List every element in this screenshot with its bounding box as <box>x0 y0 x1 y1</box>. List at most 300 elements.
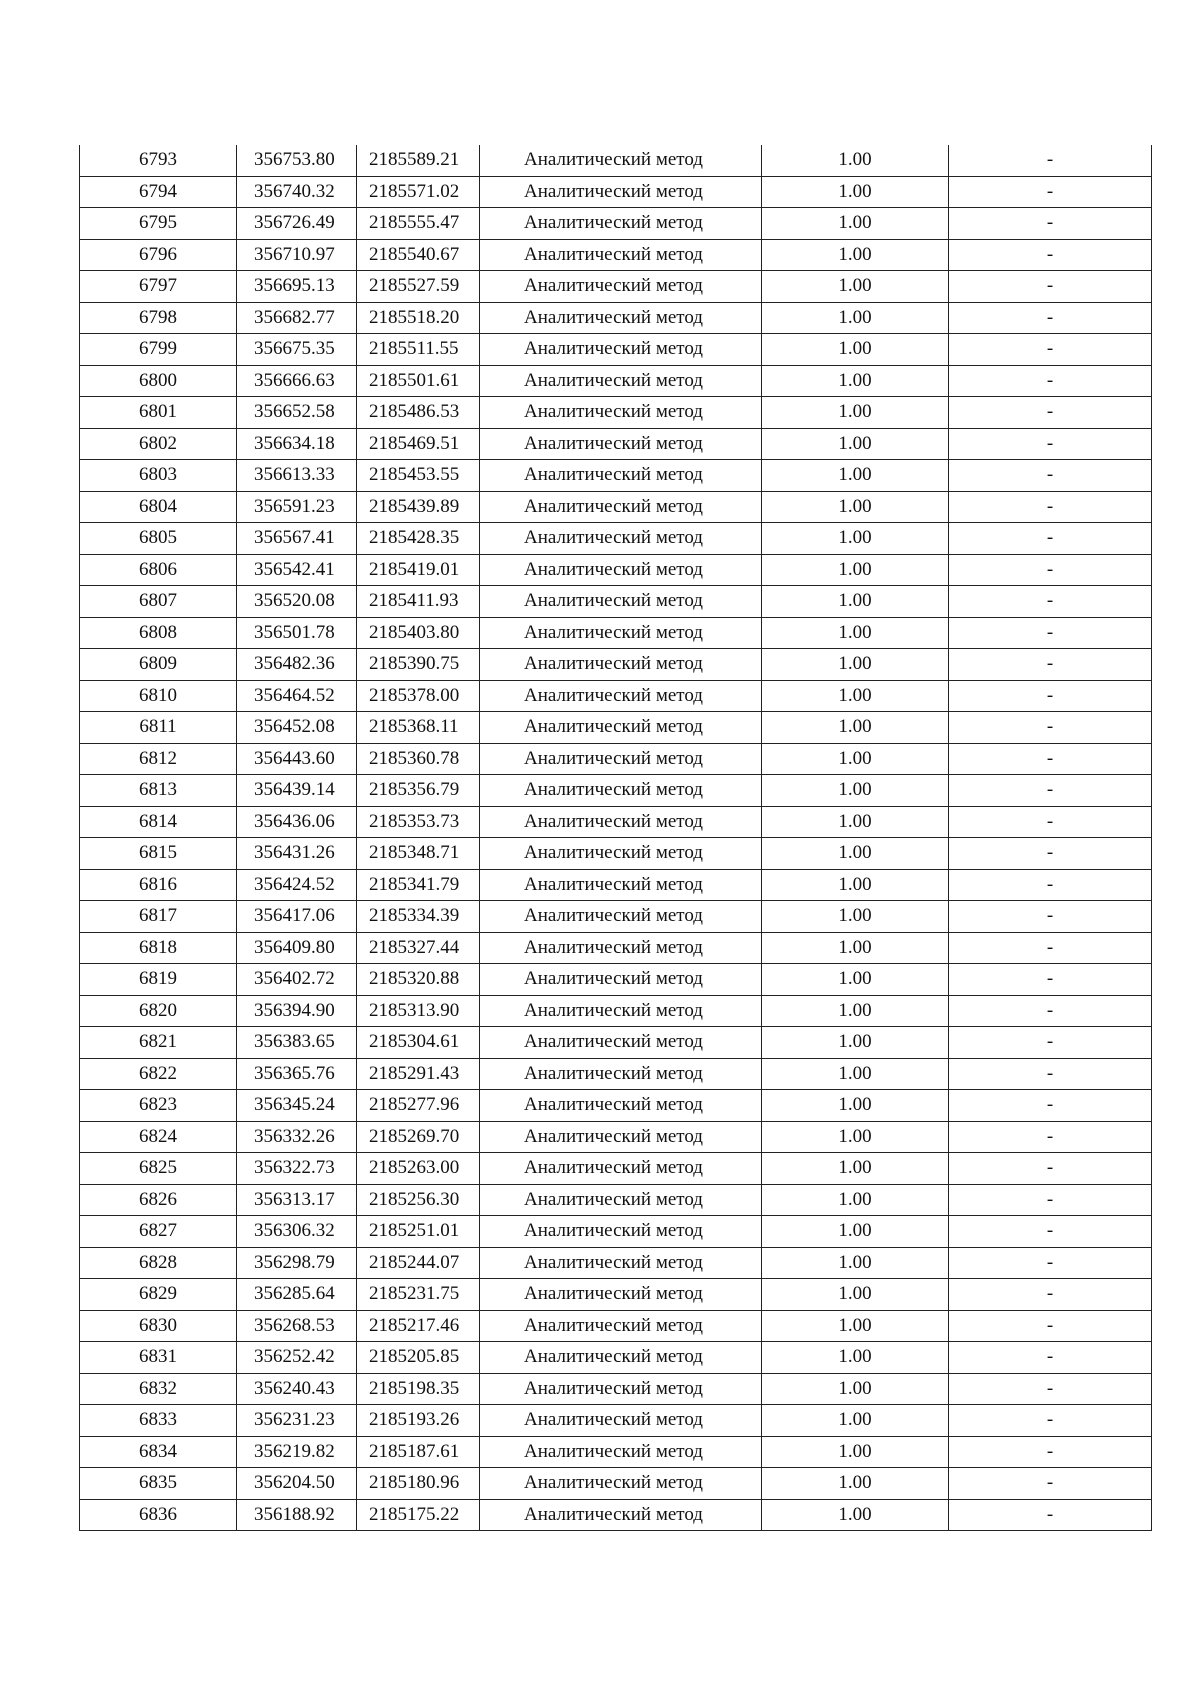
note-cell: - <box>949 302 1152 334</box>
accuracy-cell: 1.00 <box>762 1216 949 1248</box>
x-coordinate-cell: 356313.17 <box>237 1184 357 1216</box>
method-cell: Аналитический метод <box>480 932 762 964</box>
method-cell: Аналитический метод <box>480 964 762 996</box>
accuracy-cell: 1.00 <box>762 1405 949 1437</box>
table-row <box>80 176 1152 208</box>
table-row <box>80 932 1152 964</box>
accuracy-cell: 1.00 <box>762 239 949 271</box>
method-cell: Аналитический метод <box>480 554 762 586</box>
y-coordinate-cell: 2185439.89 <box>357 491 480 523</box>
point-number-cell: 6822 <box>80 1058 237 1090</box>
method-cell: Аналитический метод <box>480 1216 762 1248</box>
accuracy-cell: 1.00 <box>762 302 949 334</box>
table-row <box>80 649 1152 681</box>
method-cell: Аналитический метод <box>480 1121 762 1153</box>
method-cell: Аналитический метод <box>480 1468 762 1500</box>
method-cell: Аналитический метод <box>480 1184 762 1216</box>
table-row <box>80 523 1152 555</box>
point-number-cell: 6818 <box>80 932 237 964</box>
table-row <box>80 1436 1152 1468</box>
y-coordinate-cell: 2185217.46 <box>357 1310 480 1342</box>
method-cell: Аналитический метод <box>480 208 762 240</box>
table-row <box>80 1468 1152 1500</box>
table-row <box>80 334 1152 366</box>
method-cell: Аналитический метод <box>480 460 762 492</box>
method-cell: Аналитический метод <box>480 869 762 901</box>
x-coordinate-cell: 356710.97 <box>237 239 357 271</box>
note-cell: - <box>949 775 1152 807</box>
y-coordinate-cell: 2185244.07 <box>357 1247 480 1279</box>
method-cell: Аналитический метод <box>480 649 762 681</box>
x-coordinate-cell: 356252.42 <box>237 1342 357 1374</box>
accuracy-cell: 1.00 <box>762 617 949 649</box>
accuracy-cell: 1.00 <box>762 964 949 996</box>
point-number-cell: 6808 <box>80 617 237 649</box>
y-coordinate-cell: 2185353.73 <box>357 806 480 838</box>
y-coordinate-cell: 2185263.00 <box>357 1153 480 1185</box>
point-number-cell: 6795 <box>80 208 237 240</box>
point-number-cell: 6817 <box>80 901 237 933</box>
y-coordinate-cell: 2185304.61 <box>357 1027 480 1059</box>
point-number-cell: 6797 <box>80 271 237 303</box>
note-cell: - <box>949 680 1152 712</box>
note-cell: - <box>949 649 1152 681</box>
y-coordinate-cell: 2185469.51 <box>357 428 480 460</box>
note-cell: - <box>949 995 1152 1027</box>
point-number-cell: 6829 <box>80 1279 237 1311</box>
table-row <box>80 491 1152 523</box>
x-coordinate-cell: 356740.32 <box>237 176 357 208</box>
x-coordinate-cell: 356431.26 <box>237 838 357 870</box>
accuracy-cell: 1.00 <box>762 743 949 775</box>
x-coordinate-cell: 356652.58 <box>237 397 357 429</box>
method-cell: Аналитический метод <box>480 302 762 334</box>
accuracy-cell: 1.00 <box>762 775 949 807</box>
accuracy-cell: 1.00 <box>762 901 949 933</box>
table-row <box>80 869 1152 901</box>
accuracy-cell: 1.00 <box>762 932 949 964</box>
x-coordinate-cell: 356383.65 <box>237 1027 357 1059</box>
note-cell: - <box>949 806 1152 838</box>
accuracy-cell: 1.00 <box>762 1058 949 1090</box>
accuracy-cell: 1.00 <box>762 365 949 397</box>
note-cell: - <box>949 365 1152 397</box>
table-row <box>80 838 1152 870</box>
accuracy-cell: 1.00 <box>762 491 949 523</box>
method-cell: Аналитический метод <box>480 334 762 366</box>
y-coordinate-cell: 2185589.21 <box>357 145 480 176</box>
table-row <box>80 428 1152 460</box>
point-number-cell: 6798 <box>80 302 237 334</box>
y-coordinate-cell: 2185356.79 <box>357 775 480 807</box>
note-cell: - <box>949 523 1152 555</box>
x-coordinate-cell: 356482.36 <box>237 649 357 681</box>
note-cell: - <box>949 1027 1152 1059</box>
table-row <box>80 1058 1152 1090</box>
y-coordinate-cell: 2185390.75 <box>357 649 480 681</box>
y-coordinate-cell: 2185175.22 <box>357 1499 480 1531</box>
point-number-cell: 6801 <box>80 397 237 429</box>
note-cell: - <box>949 176 1152 208</box>
table-row <box>80 1499 1152 1531</box>
method-cell: Аналитический метод <box>480 1247 762 1279</box>
accuracy-cell: 1.00 <box>762 460 949 492</box>
note-cell: - <box>949 1279 1152 1311</box>
accuracy-cell: 1.00 <box>762 1310 949 1342</box>
x-coordinate-cell: 356204.50 <box>237 1468 357 1500</box>
table-row <box>80 302 1152 334</box>
accuracy-cell: 1.00 <box>762 208 949 240</box>
point-number-cell: 6836 <box>80 1499 237 1531</box>
y-coordinate-cell: 2185527.59 <box>357 271 480 303</box>
x-coordinate-cell: 356322.73 <box>237 1153 357 1185</box>
method-cell: Аналитический метод <box>480 806 762 838</box>
y-coordinate-cell: 2185291.43 <box>357 1058 480 1090</box>
point-number-cell: 6796 <box>80 239 237 271</box>
accuracy-cell: 1.00 <box>762 1436 949 1468</box>
table-row <box>80 397 1152 429</box>
note-cell: - <box>949 1373 1152 1405</box>
point-number-cell: 6803 <box>80 460 237 492</box>
y-coordinate-cell: 2185518.20 <box>357 302 480 334</box>
coordinates-table <box>79 145 1152 1531</box>
point-number-cell: 6826 <box>80 1184 237 1216</box>
x-coordinate-cell: 356231.23 <box>237 1405 357 1437</box>
note-cell: - <box>949 145 1152 176</box>
x-coordinate-cell: 356726.49 <box>237 208 357 240</box>
y-coordinate-cell: 2185540.67 <box>357 239 480 271</box>
accuracy-cell: 1.00 <box>762 586 949 618</box>
method-cell: Аналитический метод <box>480 1279 762 1311</box>
accuracy-cell: 1.00 <box>762 1279 949 1311</box>
y-coordinate-cell: 2185193.26 <box>357 1405 480 1437</box>
x-coordinate-cell: 356268.53 <box>237 1310 357 1342</box>
point-number-cell: 6815 <box>80 838 237 870</box>
accuracy-cell: 1.00 <box>762 806 949 838</box>
method-cell: Аналитический метод <box>480 1499 762 1531</box>
point-number-cell: 6819 <box>80 964 237 996</box>
point-number-cell: 6802 <box>80 428 237 460</box>
point-number-cell: 6828 <box>80 1247 237 1279</box>
y-coordinate-cell: 2185205.85 <box>357 1342 480 1374</box>
y-coordinate-cell: 2185501.61 <box>357 365 480 397</box>
y-coordinate-cell: 2185313.90 <box>357 995 480 1027</box>
table-row <box>80 554 1152 586</box>
note-cell: - <box>949 1090 1152 1122</box>
note-cell: - <box>949 1405 1152 1437</box>
method-cell: Аналитический метод <box>480 491 762 523</box>
method-cell: Аналитический метод <box>480 1027 762 1059</box>
method-cell: Аналитический метод <box>480 775 762 807</box>
accuracy-cell: 1.00 <box>762 1373 949 1405</box>
method-cell: Аналитический метод <box>480 1405 762 1437</box>
accuracy-cell: 1.00 <box>762 271 949 303</box>
point-number-cell: 6811 <box>80 712 237 744</box>
table-row <box>80 1027 1152 1059</box>
table-row <box>80 1184 1152 1216</box>
method-cell: Аналитический метод <box>480 1342 762 1374</box>
point-number-cell: 6827 <box>80 1216 237 1248</box>
note-cell: - <box>949 1153 1152 1185</box>
point-number-cell: 6821 <box>80 1027 237 1059</box>
note-cell: - <box>949 428 1152 460</box>
table-row <box>80 1153 1152 1185</box>
y-coordinate-cell: 2185403.80 <box>357 617 480 649</box>
note-cell: - <box>949 712 1152 744</box>
point-number-cell: 6813 <box>80 775 237 807</box>
y-coordinate-cell: 2185269.70 <box>357 1121 480 1153</box>
table-row <box>80 1373 1152 1405</box>
x-coordinate-cell: 356240.43 <box>237 1373 357 1405</box>
method-cell: Аналитический метод <box>480 712 762 744</box>
table-row <box>80 680 1152 712</box>
note-cell: - <box>949 491 1152 523</box>
note-cell: - <box>949 1310 1152 1342</box>
table-row <box>80 1121 1152 1153</box>
x-coordinate-cell: 356188.92 <box>237 1499 357 1531</box>
accuracy-cell: 1.00 <box>762 1247 949 1279</box>
y-coordinate-cell: 2185341.79 <box>357 869 480 901</box>
note-cell: - <box>949 1436 1152 1468</box>
note-cell: - <box>949 932 1152 964</box>
table-row <box>80 1342 1152 1374</box>
note-cell: - <box>949 1216 1152 1248</box>
method-cell: Аналитический метод <box>480 743 762 775</box>
y-coordinate-cell: 2185378.00 <box>357 680 480 712</box>
y-coordinate-cell: 2185486.53 <box>357 397 480 429</box>
note-cell: - <box>949 1499 1152 1531</box>
note-cell: - <box>949 1121 1152 1153</box>
note-cell: - <box>949 901 1152 933</box>
accuracy-cell: 1.00 <box>762 995 949 1027</box>
point-number-cell: 6825 <box>80 1153 237 1185</box>
x-coordinate-cell: 356591.23 <box>237 491 357 523</box>
accuracy-cell: 1.00 <box>762 1499 949 1531</box>
point-number-cell: 6809 <box>80 649 237 681</box>
method-cell: Аналитический метод <box>480 271 762 303</box>
accuracy-cell: 1.00 <box>762 1121 949 1153</box>
method-cell: Аналитический метод <box>480 1058 762 1090</box>
method-cell: Аналитический метод <box>480 523 762 555</box>
x-coordinate-cell: 356675.35 <box>237 334 357 366</box>
table-row <box>80 901 1152 933</box>
point-number-cell: 6834 <box>80 1436 237 1468</box>
accuracy-cell: 1.00 <box>762 869 949 901</box>
point-number-cell: 6824 <box>80 1121 237 1153</box>
x-coordinate-cell: 356436.06 <box>237 806 357 838</box>
point-number-cell: 6816 <box>80 869 237 901</box>
x-coordinate-cell: 356452.08 <box>237 712 357 744</box>
accuracy-cell: 1.00 <box>762 334 949 366</box>
note-cell: - <box>949 617 1152 649</box>
table-row <box>80 1247 1152 1279</box>
table-row <box>80 775 1152 807</box>
y-coordinate-cell: 2185348.71 <box>357 838 480 870</box>
point-number-cell: 6831 <box>80 1342 237 1374</box>
point-number-cell: 6793 <box>80 145 237 176</box>
point-number-cell: 6807 <box>80 586 237 618</box>
method-cell: Аналитический метод <box>480 145 762 176</box>
point-number-cell: 6806 <box>80 554 237 586</box>
y-coordinate-cell: 2185231.75 <box>357 1279 480 1311</box>
x-coordinate-cell: 356409.80 <box>237 932 357 964</box>
y-coordinate-cell: 2185360.78 <box>357 743 480 775</box>
x-coordinate-cell: 356443.60 <box>237 743 357 775</box>
table-row <box>80 964 1152 996</box>
method-cell: Аналитический метод <box>480 1436 762 1468</box>
method-cell: Аналитический метод <box>480 617 762 649</box>
table-row <box>80 1090 1152 1122</box>
table-row <box>80 145 1152 176</box>
accuracy-cell: 1.00 <box>762 176 949 208</box>
x-coordinate-cell: 356285.64 <box>237 1279 357 1311</box>
point-number-cell: 6804 <box>80 491 237 523</box>
note-cell: - <box>949 838 1152 870</box>
note-cell: - <box>949 334 1152 366</box>
point-number-cell: 6794 <box>80 176 237 208</box>
y-coordinate-cell: 2185256.30 <box>357 1184 480 1216</box>
method-cell: Аналитический метод <box>480 1153 762 1185</box>
y-coordinate-cell: 2185571.02 <box>357 176 480 208</box>
method-cell: Аналитический метод <box>480 365 762 397</box>
point-number-cell: 6810 <box>80 680 237 712</box>
y-coordinate-cell: 2185327.44 <box>357 932 480 964</box>
table-row <box>80 239 1152 271</box>
method-cell: Аналитический метод <box>480 1090 762 1122</box>
x-coordinate-cell: 356613.33 <box>237 460 357 492</box>
note-cell: - <box>949 397 1152 429</box>
note-cell: - <box>949 1342 1152 1374</box>
table-row <box>80 743 1152 775</box>
table-row <box>80 271 1152 303</box>
y-coordinate-cell: 2185419.01 <box>357 554 480 586</box>
accuracy-cell: 1.00 <box>762 680 949 712</box>
table-row <box>80 806 1152 838</box>
accuracy-cell: 1.00 <box>762 1090 949 1122</box>
note-cell: - <box>949 271 1152 303</box>
table-row <box>80 1279 1152 1311</box>
accuracy-cell: 1.00 <box>762 1027 949 1059</box>
accuracy-cell: 1.00 <box>762 1342 949 1374</box>
method-cell: Аналитический метод <box>480 838 762 870</box>
method-cell: Аналитический метод <box>480 901 762 933</box>
note-cell: - <box>949 1247 1152 1279</box>
table-row <box>80 365 1152 397</box>
note-cell: - <box>949 208 1152 240</box>
y-coordinate-cell: 2185277.96 <box>357 1090 480 1122</box>
point-number-cell: 6820 <box>80 995 237 1027</box>
x-coordinate-cell: 356695.13 <box>237 271 357 303</box>
x-coordinate-cell: 356394.90 <box>237 995 357 1027</box>
x-coordinate-cell: 356306.32 <box>237 1216 357 1248</box>
x-coordinate-cell: 356332.26 <box>237 1121 357 1153</box>
accuracy-cell: 1.00 <box>762 523 949 555</box>
x-coordinate-cell: 356365.76 <box>237 1058 357 1090</box>
y-coordinate-cell: 2185411.93 <box>357 586 480 618</box>
accuracy-cell: 1.00 <box>762 1153 949 1185</box>
note-cell: - <box>949 554 1152 586</box>
table-row <box>80 208 1152 240</box>
y-coordinate-cell: 2185198.35 <box>357 1373 480 1405</box>
note-cell: - <box>949 586 1152 618</box>
note-cell: - <box>949 460 1152 492</box>
y-coordinate-cell: 2185187.61 <box>357 1436 480 1468</box>
y-coordinate-cell: 2185368.11 <box>357 712 480 744</box>
table-row <box>80 995 1152 1027</box>
point-number-cell: 6835 <box>80 1468 237 1500</box>
point-number-cell: 6832 <box>80 1373 237 1405</box>
x-coordinate-cell: 356634.18 <box>237 428 357 460</box>
method-cell: Аналитический метод <box>480 239 762 271</box>
y-coordinate-cell: 2185180.96 <box>357 1468 480 1500</box>
note-cell: - <box>949 239 1152 271</box>
accuracy-cell: 1.00 <box>762 1184 949 1216</box>
x-coordinate-cell: 356501.78 <box>237 617 357 649</box>
x-coordinate-cell: 356542.41 <box>237 554 357 586</box>
y-coordinate-cell: 2185555.47 <box>357 208 480 240</box>
accuracy-cell: 1.00 <box>762 838 949 870</box>
method-cell: Аналитический метод <box>480 176 762 208</box>
y-coordinate-cell: 2185511.55 <box>357 334 480 366</box>
accuracy-cell: 1.00 <box>762 1468 949 1500</box>
point-number-cell: 6823 <box>80 1090 237 1122</box>
accuracy-cell: 1.00 <box>762 649 949 681</box>
note-cell: - <box>949 1058 1152 1090</box>
y-coordinate-cell: 2185251.01 <box>357 1216 480 1248</box>
table-row <box>80 712 1152 744</box>
x-coordinate-cell: 356417.06 <box>237 901 357 933</box>
point-number-cell: 6814 <box>80 806 237 838</box>
table-row <box>80 617 1152 649</box>
method-cell: Аналитический метод <box>480 586 762 618</box>
x-coordinate-cell: 356219.82 <box>237 1436 357 1468</box>
method-cell: Аналитический метод <box>480 428 762 460</box>
x-coordinate-cell: 356520.08 <box>237 586 357 618</box>
method-cell: Аналитический метод <box>480 397 762 429</box>
x-coordinate-cell: 356753.80 <box>237 145 357 176</box>
table-row <box>80 1310 1152 1342</box>
accuracy-cell: 1.00 <box>762 397 949 429</box>
method-cell: Аналитический метод <box>480 680 762 712</box>
table-row <box>80 460 1152 492</box>
note-cell: - <box>949 1184 1152 1216</box>
method-cell: Аналитический метод <box>480 1310 762 1342</box>
note-cell: - <box>949 1468 1152 1500</box>
point-number-cell: 6830 <box>80 1310 237 1342</box>
coordinates-table-body <box>80 145 1152 1531</box>
point-number-cell: 6833 <box>80 1405 237 1437</box>
note-cell: - <box>949 964 1152 996</box>
x-coordinate-cell: 356682.77 <box>237 302 357 334</box>
method-cell: Аналитический метод <box>480 995 762 1027</box>
point-number-cell: 6799 <box>80 334 237 366</box>
point-number-cell: 6805 <box>80 523 237 555</box>
x-coordinate-cell: 356345.24 <box>237 1090 357 1122</box>
table-row <box>80 1405 1152 1437</box>
y-coordinate-cell: 2185453.55 <box>357 460 480 492</box>
y-coordinate-cell: 2185320.88 <box>357 964 480 996</box>
point-number-cell: 6800 <box>80 365 237 397</box>
accuracy-cell: 1.00 <box>762 145 949 176</box>
accuracy-cell: 1.00 <box>762 554 949 586</box>
note-cell: - <box>949 743 1152 775</box>
note-cell: - <box>949 869 1152 901</box>
table-row <box>80 1216 1152 1248</box>
point-number-cell: 6812 <box>80 743 237 775</box>
x-coordinate-cell: 356402.72 <box>237 964 357 996</box>
accuracy-cell: 1.00 <box>762 712 949 744</box>
x-coordinate-cell: 356439.14 <box>237 775 357 807</box>
